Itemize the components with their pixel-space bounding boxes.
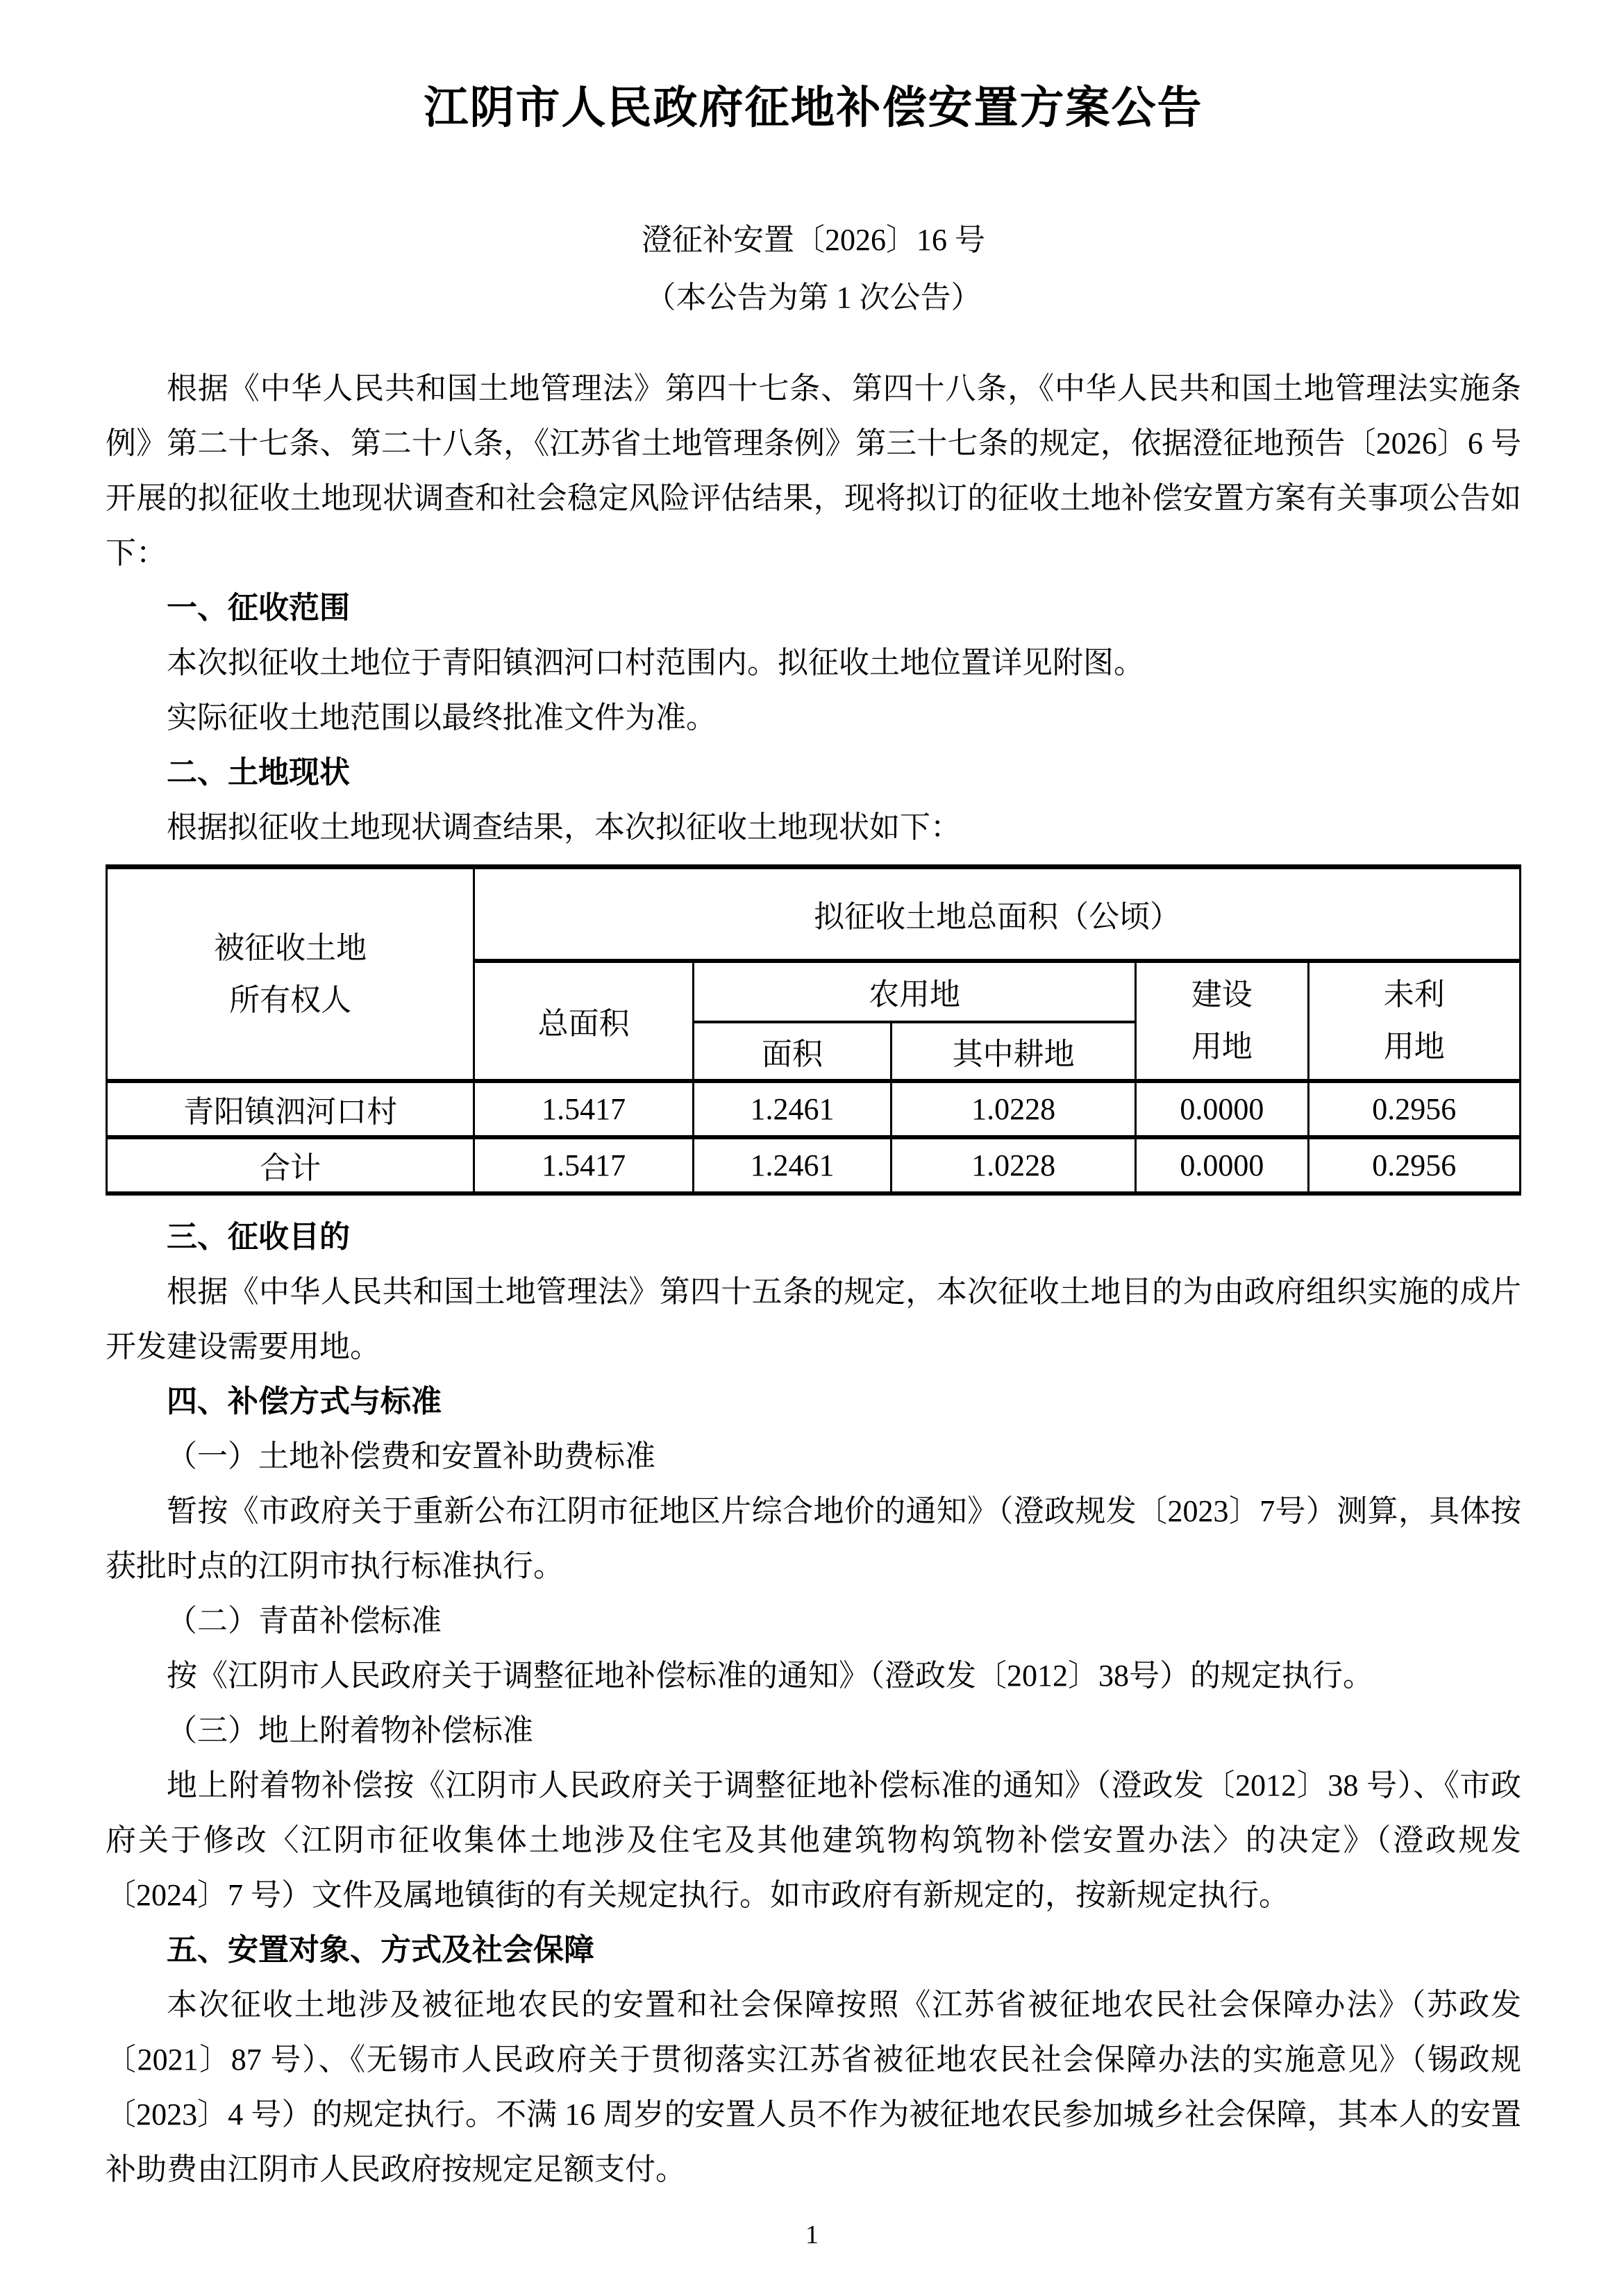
subsection-heading: （二）青苗补偿标准 [167, 1603, 442, 1638]
subsection-heading: （三）地上附着物补偿标准 [167, 1713, 533, 1748]
th-unused [1308, 961, 1520, 1081]
paragraph: 地上附着物补偿按《江阴市人民政府关于调整征地补偿标准的通知》（澄政发〔2012〕38 号）、《市政府关于修改〈江阴市征收集体土地涉及住宅及其他建筑物构筑物补偿安置办法〉的决定》（澄政规发〔2024〕7 号）文件及属地镇街的有关规定执行。如市政府有新规定的，按新规定执行。 [106, 1768, 1521, 1912]
document-body [106, 361, 1521, 2197]
intro-paragraph: 根据《中华人民共和国土地管理法》第四十七条、第四十八条，《中华人民共和国土地管理法实施条例》第二十七条、第二十八条，《江苏省土地管理条例》第三十七条的规定，依据澄征地预告〔2026〕6 号开展的拟征收土地现状调查和社会稳定风险评估结果，现将拟订的征收土地补偿安置方案有关事项公告如下： [106, 371, 1521, 570]
document-title: 江阴市人民政府征地补偿安置方案公告 [424, 83, 1203, 133]
th-construction-line: 建设 [1191, 978, 1253, 1012]
section-heading-2: 二、土地现状 [167, 755, 350, 789]
th-farmland: 农用地 [693, 961, 1135, 1022]
paragraph: 暂按《市政府关于重新公布江阴市征地区片综合地价的通知》（澄政规发〔2023〕7号）测算，具体按获批时点的江阴市执行标准执行。 [106, 1493, 1521, 1583]
cell-owner: 合计 [107, 1137, 474, 1193]
cell-unused: 0.2956 [1308, 1137, 1520, 1193]
page-number: 1 [805, 2220, 819, 2249]
th-total-area: 总面积 [474, 961, 694, 1081]
paragraph: 根据《中华人民共和国土地管理法》第四十五条的规定，本次征收土地目的为由政府组织实施的成片开发建设需要用地。 [106, 1274, 1521, 1364]
cell-cultivated: 1.0228 [891, 1137, 1135, 1193]
th-construction [1136, 961, 1308, 1081]
cell-farmland-area: 1.2461 [693, 1081, 891, 1137]
announcement-count-note: （本公告为第 1 次公告） [645, 280, 982, 315]
th-owner-line: 被征收土地 [214, 930, 367, 965]
cell-construction: 0.0000 [1136, 1081, 1308, 1137]
th-unused-line: 用地 [1383, 1030, 1445, 1064]
paragraph: 本次征收土地涉及被征地农民的安置和社会保障按照《江苏省被征地农民社会保障办法》（苏政发〔2021〕87 号）、《无锡市人民政府关于贯彻落实江苏省被征地农民社会保障办法的实施意见》（锡政规〔2023〕4 号）的规定执行。不满 16 周岁的安置人员不作为被征地农民参加城乡社会保障，其本人的安置补助费由江阴市人民政府按规定足额支付。 [106, 1987, 1521, 2186]
cell-unused: 0.2956 [1308, 1081, 1520, 1137]
th-owner-line: 所有权人 [229, 982, 352, 1017]
paragraph: 按《江阴市人民政府关于调整征地补偿标准的通知》（澄政发〔2012〕38号）的规定执行。 [167, 1658, 1373, 1693]
paragraph: 实际征收土地范围以最终批准文件为准。 [167, 701, 717, 735]
table-row [107, 1081, 1521, 1137]
table-row-total [107, 1137, 1521, 1193]
th-construction-line: 用地 [1191, 1030, 1253, 1064]
section-heading-4: 四、补偿方式与标准 [167, 1384, 442, 1418]
cell-farmland-area: 1.2461 [693, 1137, 891, 1193]
section-heading-1: 一、征收范围 [167, 591, 350, 625]
section-heading-5: 五、安置对象、方式及社会保障 [167, 1932, 594, 1967]
th-unused-line: 未利 [1383, 978, 1445, 1012]
th-farmland-cultivated: 其中耕地 [891, 1022, 1135, 1081]
paragraph: 根据拟征收土地现状调查结果，本次拟征收土地现状如下： [167, 810, 961, 844]
document-number: 澄征补安置〔2026〕16 号 [642, 223, 985, 257]
cell-total: 1.5417 [474, 1081, 694, 1137]
cell-total: 1.5417 [474, 1137, 694, 1193]
subsection-heading: （一）土地补偿费和安置补助费标准 [167, 1439, 655, 1473]
cell-cultivated: 1.0228 [891, 1081, 1135, 1137]
land-status-table [106, 864, 1521, 1196]
th-owner [107, 867, 474, 1081]
cell-owner: 青阳镇泗河口村 [107, 1081, 474, 1137]
paragraph: 本次拟征收土地位于青阳镇泗河口村范围内。拟征收土地位置详见附图。 [167, 646, 1144, 680]
th-farmland-area: 面积 [693, 1022, 891, 1081]
th-total-area-group: 拟征收土地总面积（公顷） [474, 867, 1521, 961]
section-heading-3: 三、征收目的 [167, 1219, 350, 1254]
cell-construction: 0.0000 [1136, 1137, 1308, 1193]
